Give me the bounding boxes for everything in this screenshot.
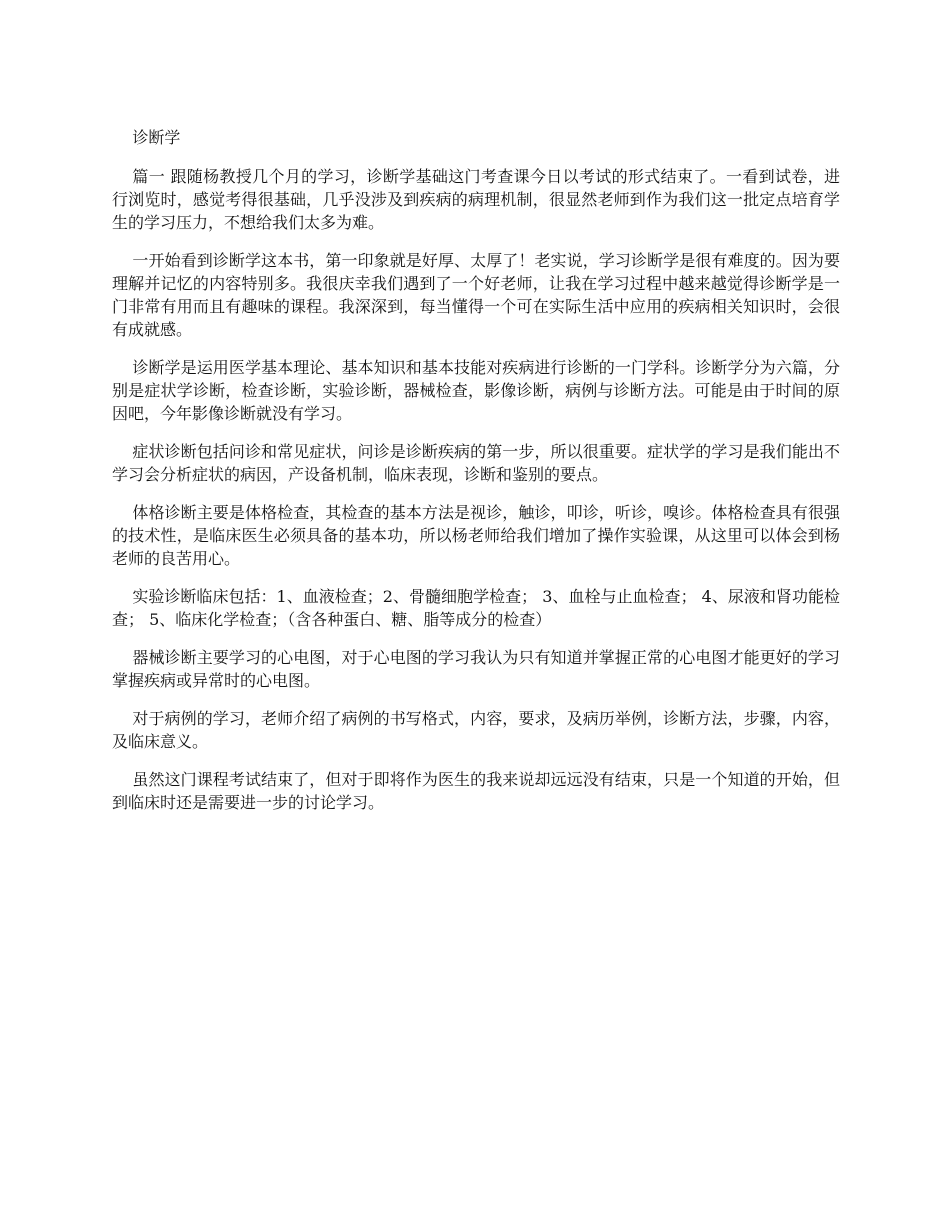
paragraph-1: 篇一 跟随杨教授几个月的学习，诊断学基础这门考查课今日以考试的形式结束了。一看到试卷，进行浏览时，感觉考得很基础，几乎没涉及到疾病的病理机制，很显然老师到作为我们这一批定点培育学生的学习压力，不想给我们太多为难。	[112, 167, 840, 232]
paragraph-8: 对于病例的学习，老师介绍了病例的书写格式，内容，要求，及病历举例，诊断方法，步骤，内容，及临床意义。	[112, 709, 840, 751]
paragraph-9: 虽然这门课程考试结束了，但对于即将作为医生的我来说却远远没有结束，只是一个知道的开始，但到临床时还是需要进一步的讨论学习。	[112, 770, 840, 812]
paragraph-5: 体格诊断主要是体格检查，其检查的基本方法是视诊，触诊，叩诊，听诊，嗅诊。体格检查具有很强的技术性，是临床医生必须具备的基本功，所以杨老师给我们增加了操作实验课，从这里可以体会到杨老师的良苦用心。	[112, 503, 840, 568]
paragraph-6: 实验诊断临床包括：1、血液检查；2、骨髓细胞学检查； 3、血栓与止血检查； 4、尿液和肾功能检查； 5、临床化学检查；（含各种蛋白、糖、脂等成分的检查）	[112, 587, 840, 629]
document-page	[112, 126, 840, 829]
paragraph-2: 一开始看到诊断学这本书，第一印象就是好厚、太厚了！老实说，学习诊断学是很有难度的。因为要理解并记忆的内容特别多。我很庆幸我们遇到了一个好老师，让我在学习过程中越来越觉得诊断学是一门非常有用而且有趣味的课程。我深深到，每当懂得一个可在实际生活中应用的疾病相关知识时，会很有成就感。	[112, 251, 840, 339]
document-title: 诊断学	[132, 128, 181, 147]
paragraph-3: 诊断学是运用医学基本理论、基本知识和基本技能对疾病进行诊断的一门学科。诊断学分为六篇，分别是症状学诊断，检查诊断，实验诊断，器械检查，影像诊断，病例与诊断方法。可能是由于时间的原因吧，今年影像诊断就没有学习。	[112, 358, 840, 423]
paragraph-7: 器械诊断主要学习的心电图，对于心电图的学习我认为只有知道并掌握正常的心电图才能更好的学习掌握疾病或异常时的心电图。	[112, 648, 840, 690]
paragraph-4: 症状诊断包括问诊和常见症状，问诊是诊断疾病的第一步，所以很重要。症状学的学习是我们能出不学习会分析症状的病因，产设备机制，临床表现，诊断和鉴别的要点。	[112, 442, 840, 484]
